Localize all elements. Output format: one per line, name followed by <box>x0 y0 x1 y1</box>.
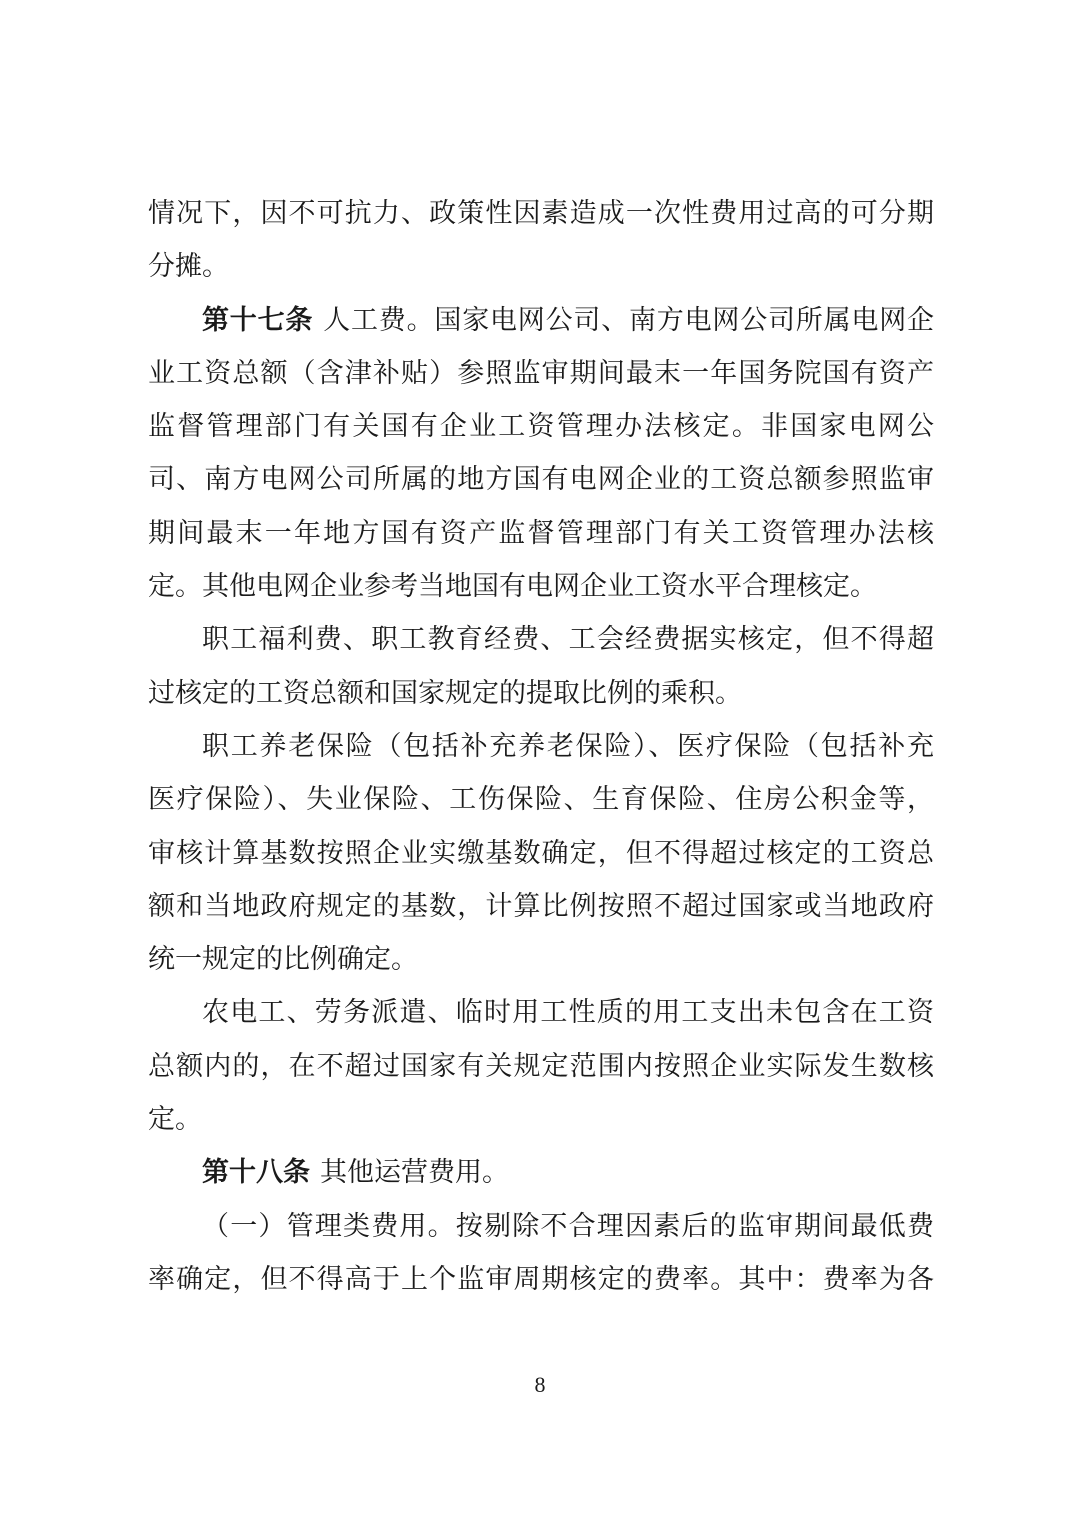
text-line: 额和当地政府规定的基数，计算比例按照不超过国家或当地政府 <box>148 890 934 922</box>
text-line: 司、南方电网公司所属的地方国有电网企业的工资总额参照监审 <box>148 464 934 496</box>
text-line: 定。 <box>148 1104 202 1136</box>
paragraph <box>148 613 934 720</box>
text-line: 农电工、劳务派遣、临时用工性质的用工支出未包含在工资 <box>202 997 934 1029</box>
text-line: 职工福利费、职工教育经费、工会经费据实核定，但不得超 <box>202 624 934 656</box>
text-line-content: 其他运营费用。 <box>320 1157 509 1189</box>
article-17 <box>148 294 934 614</box>
article-18 <box>148 1146 934 1199</box>
text-line: 过核定的工资总额和国家规定的提取比例的乘积。 <box>148 677 742 709</box>
text-line: 统一规定的比例确定。 <box>148 944 418 976</box>
text-line: 审核计算基数按照企业实缴基数确定，但不得超过核定的工资总 <box>148 837 934 869</box>
text-line: 业工资总额（含津补贴）参照监审期间最末一年国务院国有资产 <box>148 357 934 389</box>
text-line: 总额内的，在不超过国家有关规定范围内按照企业实际发生数核 <box>148 1050 934 1082</box>
text-line: 监督管理部门有关国有企业工资管理办法核定。非国家电网公 <box>148 411 934 443</box>
text-line: 情况下，因不可抗力、政策性因素造成一次性费用过高的可分期 <box>148 198 934 229</box>
text-line: 定。其他电网企业参考当地国有电网企业工资水平合理核定。 <box>148 571 877 603</box>
text-line-content: 人工费。国家电网公司、南方电网公司所属电网企 <box>323 304 935 336</box>
article-heading: 第十八条 <box>202 1157 310 1189</box>
text-line: 期间最末一年地方国有资产监督管理部门有关工资管理办法核 <box>148 517 934 549</box>
paragraph <box>148 986 934 1146</box>
page-number: 8 <box>534 1372 546 1397</box>
article-heading: 第十七条 <box>202 304 314 336</box>
text-line: 医疗保险）、失业保险、工伤保险、生育保险、住房公积金等， <box>148 784 934 816</box>
paragraph <box>148 187 934 294</box>
text-line <box>148 294 934 347</box>
paragraph <box>148 1200 934 1307</box>
text-line: 率确定，但不得高于上个监审周期核定的费率。其中：费率为各 <box>148 1263 934 1295</box>
document-body <box>148 187 934 1306</box>
text-line: （一）管理类费用。按剔除不合理因素后的监审期间最低费 <box>202 1210 934 1242</box>
text-line: 分摊。 <box>148 251 229 283</box>
paragraph <box>148 720 934 986</box>
text-line: 职工养老保险（包括补充养老保险）、医疗保险（包括补充 <box>202 730 934 762</box>
text-line <box>148 1146 934 1199</box>
